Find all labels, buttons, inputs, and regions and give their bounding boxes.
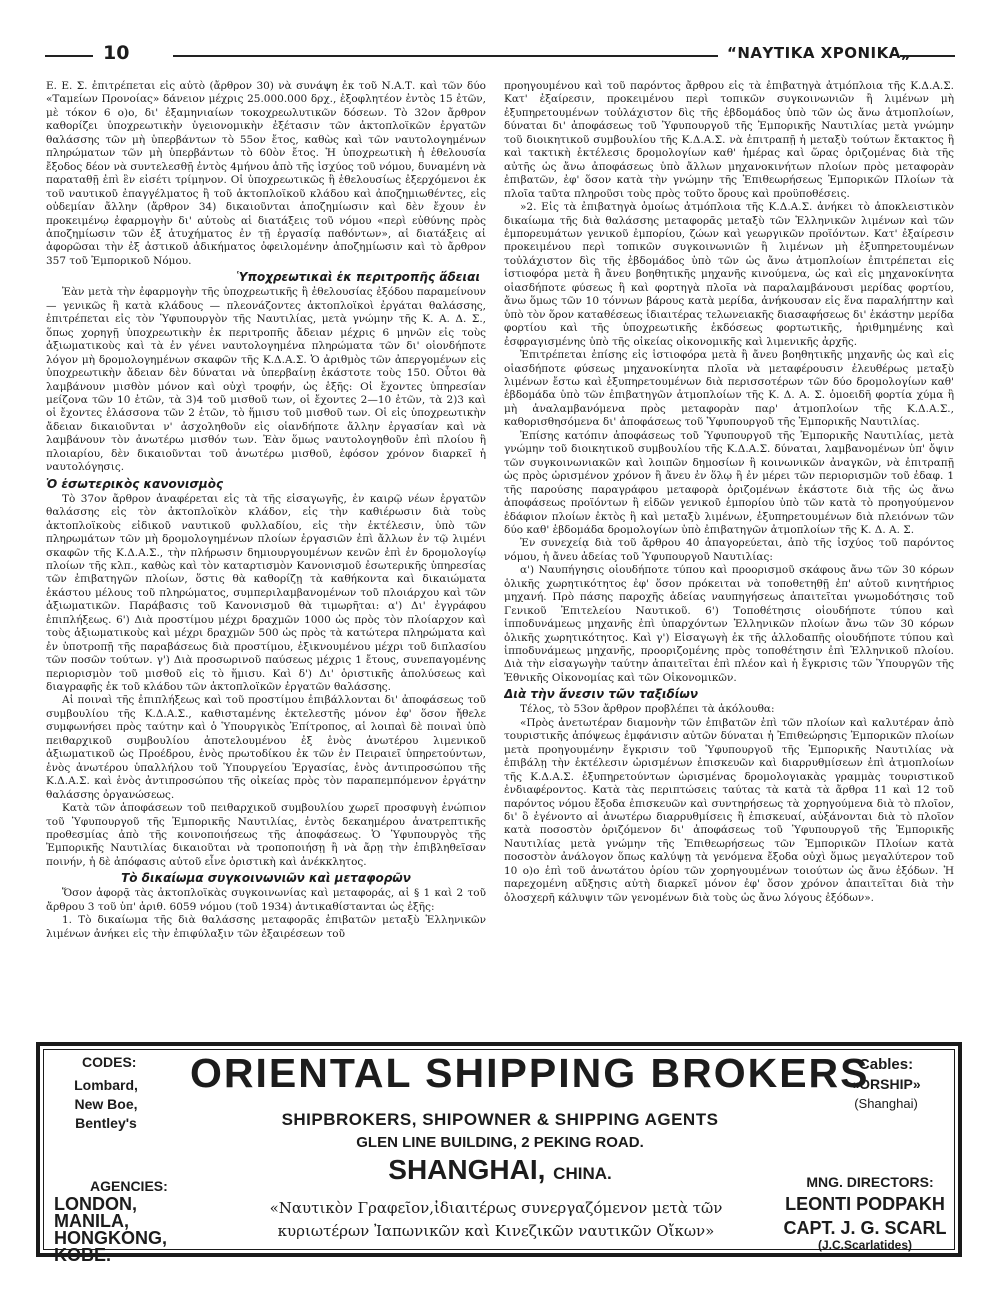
director-name: LEONTI PODPAKH — [785, 1194, 945, 1214]
agencies-heading: AGENCIES: — [90, 1178, 168, 1194]
agencies-list — [54, 1196, 167, 1264]
paragraph: Αἱ ποιναὶ τῆς ἐπιπλήξεως καὶ τοῦ προστίμου ἐπιβάλλονται δι' ἀποφάσεως τοῦ συμβουλίου τῆς Κ.Δ.Α.Σ., καθισταμένης ἐκτελεστῆς μόνον ἐφ' ὅσον ἤθελε συμφωνήσει πρὸς ταύτην καὶ ὁ Ὑπουργικὸς Ἐπίτροπος, αἱ λοιπαὶ δὲ ποιναὶ ὑπὸ πειθαρχικοῦ συμβουλίου ἀποτελουμένου ἐξ ἑνὸς ἀνωτέρου λιμενικοῦ ἀξιωματικοῦ ὡς Προέδρου, ἑνὸς πρωτοδίκου ἐκ τῶν ἐν Πειραιεῖ ὑπηρετούντων, ἑνὸς ἀνωτέρου ὑπαλλήλου τοῦ Ὑπουργείου Ἐργασίας, ἑνὸς ἀντιπροσώπου τῆς Κ.Δ.Α.Σ. καὶ ἑνὸς ἀντιπροσώπου τῆς οἰκείας πρὸς τὸν παραπεμπόμενον ἐργάτην θαλάσσης ὀργανώσεως. — [46, 694, 486, 801]
agency-entry: LONDON, — [54, 1194, 137, 1214]
company-city-line — [190, 1154, 810, 1186]
section-heading: Διὰ τὴν ἄνεσιν τῶν ταξιδίων — [504, 687, 699, 702]
code-entry: Bentley's — [75, 1115, 137, 1131]
section-heading: Ὑποχρεωτικαὶ ἐκ περιτροπῆς ἄδειαι — [236, 270, 480, 285]
paragraph: α') Ναυπήγησις οἱουδήποτε τύπου καὶ προορισμοῦ σκάφους ἄνω τῶν 30 κόρων ὁλικῆς χωρητικότητος ἐφ' ὅσον πρόκειται νὰ τοποθετηθῇ ἐπ' αὐτοῦ κινητήριος μηχανή. Πρὸ πάσης παροχῆς ἀδείας ναυπηγήσεως ἀπαιτεῖται γνωμοδότησις τοῦ Γενικοῦ Ἐπιτελείου Ναυτικοῦ. 6') Τοποθέτησις οἱουδήποτε τύπου καὶ ἱπποδυνάμεως μηχανῆς ἐπὶ ὑπαρχόντων Ἑλληνικῶν πλοίων ἄνω τῶν 30 κόρων ὁλικῆς χωρητικότητος. Καὶ γ') Εἰσαγωγὴ ἐκ τῆς ἀλλοδαπῆς οἱουδήποτε τύπου καὶ ἱπποδυνάμεως μηχανῆς, προοριζομένης πρὸς τοποθέτησιν ἐπὶ Ἑλληνικοῦ πλοίου. Διὰ τὴν εἰσαγωγὴν ταύτην ἀπαιτεῖται ἐπὶ πλέον καὶ ἡ ἔγκρισις τῶν Ὑπουργῶν τῆς Ἐθνικῆς Οἰκονομίας καὶ τῶν Οἰκονομικῶν. — [504, 564, 954, 684]
paragraph: προηγουμένου καὶ τοῦ παρόντος ἄρθρου εἰς τὰ ἐπιβατηγὰ ἀτμόπλοια τῆς Κ.Δ.Α.Σ. Κατ' ἐξαίρεσιν, προκειμένου περὶ τοπικῶν συγκοινωνιῶν ἢ λιμένων μὴ ἐξυπηρετουμένων τοὐλάχιστον δὶς τῆς ἑβδομάδος ὑπὸ τῶν ὡς ἄνω ἀτμοπλοίων, δύναται δι' ἀποφάσεως τοῦ Ὑφυπουργοῦ τῆς Ἐμπορικῆς Ναυτιλίας μετὰ γνώμην τοῦ διοικητικοῦ συμβουλίου τῆς Κ.Δ.Α.Σ. νὰ ἐπιτραπῇ ἡ μεταξὺ τούτων ἔκτακτος ἢ καὶ τακτικὴ ἐκτέλεσις δρομολογίων καθ' ἡμέρας καὶ ὥρας ὁριζομένας διὰ τῆς αὐτῆς ὡς ἄνω ἀποφάσεως ὑπὸ ἄλλων μηχανοκινήτων πλοίων πρὸς μεταφορὰν ἐπιβατῶν, ἐφ' ὅσον κατὰ τὴν γνώμην τῆς Ἐπιθεωρήσεως Ἐμπορικῶν Πλοίων τὰ πλοῖα ταῦτα πληροῦσι τοὺς πρὸς τοῦτο ὅρους καὶ προϋποθέσεις. — [504, 80, 954, 200]
cables-heading: Cables: — [858, 1056, 914, 1073]
directors-heading: MNG. DIRECTORS: — [806, 1174, 934, 1190]
paragraph: Ἐπιτρέπεται ἐπίσης εἰς ἱστιοφόρα μετὰ ἢ ἄνευ βοηθητικῆς μηχανῆς ὡς καὶ εἰς οἱασδήποτε φύσεως μηχανοκίνητα πλοῖα νὰ μεταφέρουσιν ἐλευθέρως μεταξὺ λιμένων ἔστω καὶ ἐξυπηρετουμένων διὰ περισσοτέρων τῶν δύο δρομολογίων καθ' ἑβδομάδα ὑπὸ τῶν ἐπιβατηγῶν ἀτμοπλοίων τῆς Κ. Δ. Α. Σ. ὁμοειδῆ φορτία χύμα ἢ μὴ ἀναλαμβανόμενα πρὸς μεταφορὰν παρ' ἀτμοπλοίων τῆς Κ.Δ.Α.Σ., καθορισθησόμενα δι' ἀποφάσεως τοῦ Ὑφυπουργοῦ τῆς Ἐμπορικῆς Ναυτιλίας. — [504, 349, 954, 429]
right-column — [504, 80, 954, 1038]
company-city: SHANGHAI, — [388, 1154, 546, 1185]
company-country: CHINA. — [553, 1164, 612, 1183]
company-services: SHIPBROKERS, SHIPOWNER & SHIPPING AGENTS — [281, 1110, 719, 1129]
cable-city: (Shanghai) — [854, 1096, 918, 1111]
agency-entry: HONGKONG, — [54, 1228, 168, 1248]
paragraph: 1. Τὸ δικαίωμα τῆς διὰ θαλάσσης μεταφορᾶς ἐπιβατῶν μεταξὺ Ἑλληνικῶν λιμένων ἀνήκει εἰς τὴν ἐπιφύλαξιν τῶν ἐξαιρέσεων τοῦ — [46, 914, 486, 940]
advertisement-box — [36, 1042, 962, 1265]
director-note: (J.C.Scarlatides) — [817, 1238, 913, 1252]
company-address: GLEN LINE BUILDING, 2 PEKING ROAD. — [356, 1134, 644, 1151]
paragraph: »2. Εἰς τὰ ἐπιβατηγὰ ὁμοίως ἀτμόπλοια τῆς Κ.Δ.Α.Σ. ἀνήκει τὸ ἀποκλειστικὸν δικαίωμα τῆς διὰ θαλάσσης μεταφορᾶς μεταξὺ τῶν Ἑλληνικῶν λιμένων καὶ τῶν ἐμπορευμάτων γενικοῦ ἐμπορίου, ζώων καὶ γεωργικῶν προϊόντων. Κατ' ἐξαίρεσιν προκειμένου περὶ τοπικῶν συγκοινωνιῶν ἢ λιμένων μὴ ἐξυπηρετουμένων τοὐλάχιστον δὶς τῆς ἑβδομάδος ὑπὸ τῶν ὡς ἄνω ἀτμοπλοίων ἐπιτρέπεται εἰς ἱστιοφόρα μετὰ ἢ ἄνευ βοηθητικῆς μηχανῆς κινούμενα, ὡς καὶ εἰς μηχανοκίνητα οἱασδήποτε φύσεως ἢ καὶ φορτηγὰ πλοῖα νὰ παραλαμβάνουσι μερίδας φορτίου, ἄνω ὅμως τῶν 10 τόννων βάρους κατὰ μερίδα, ἀνήκουσαν εἰς ἕνα παραλήπτην καὶ ὑπὸ τὸν ὅρον καταθέσεως ἰδιαιτέρας τελωνειακῆς διασαφήσεως δι' ἑκάστην μερίδα φορτίου καὶ τῆς ὑποχρεωτικῆς ἐκδόσεως φορτωτικῆς, ἠριθμημένης καὶ ἐσφραγισμένης ὑπὸ τῆς οἰκείας οἰκονομικῆς καὶ λιμενικῆς ἀρχῆς. — [504, 201, 954, 348]
header-rule — [900, 55, 955, 57]
paragraph: Ἐὰν μετὰ τὴν ἐφαρμογὴν τῆς ὑποχρεωτικῆς ἢ ἐθελουσίας ἐξόδου παραμείνουν — γενικῶς ἢ κατὰ κλάδους — πλεονάζοντες ἀκτοπλοϊκοὶ ἐργάται θαλάσσης, ἐπιτρέπεται εἰς τὸν Ὑφυπουργὸν τῆς Ναυτιλίας, μετὰ γνώμην τῆς Κ. Α. Δ. Σ., ὅπως χορηγῇ ὑποχρεωτικὴν ἐκ περιτροπῆς ἄδειαν μέχρις 6 μηνῶν εἰς τοὺς ἀξιωματικοὺς καὶ τὰ ἐν γένει ναυτολογημένα πληρώματα τῶν δι' οἱονδήποτε λόγον μὴ δρομολογημένων σκαφῶν τῆς Κ.Δ.Α.Σ. Ὁ ἀριθμὸς τῶν ἀπεργομένων εἰς ὑποχρεωτικὴν ἄδειαν δὲν δύναται νὰ ὑπερβαίνῃ ἑκάστοτε τοὺς 150. Οὗτοι θὰ λαμβάνουν μισθὸν μόνον καὶ οὐχὶ τροφήν, ὡς ἑξῆς: Οἱ ἔχοντες ὑπηρεσίαν μείζονα τῶν 10 ἐτῶν, τὰ 3)4 τοῦ μισθοῦ των, οἱ ἔχοντες 2—10 ἐτῶν, τὰ 2)3 καὶ οἱ ἔχοντες ἐλάσσονα τῶν 2 ἐτῶν, τὸ ἥμισυ τοῦ μισθοῦ των. Οἱ εἰς ὑποχρεωτικὴν ἄδειαν δικαιοῦνται ν' ἀσχοληθοῦν εἰς οἱανδήποτε ἄλλην ἐργασίαν καὶ νὰ λαμβάνουν τὸν ἀνωτέρω μισθόν των. Ἐὰν ὅμως ναυτολογηθοῦν ἐπὶ πλοίου ἢ πλοιαρίου, δὲν δικαιοῦνται τοῦ ἀνωτέρω μισθοῦ, ἐφόσον χρόνον διαρκεῖ ἡ ναυτολόγησις. — [46, 286, 486, 474]
left-column — [46, 80, 486, 1038]
section-heading: Ὁ ἐσωτερικὸς κανονισμὸς — [46, 476, 224, 491]
paragraph: Ἐπίσης κατόπιν ἀποφάσεως τοῦ Ὑφυπουργοῦ τῆς Ἐμπορικῆς Ναυτιλίας, μετὰ γνώμην τοῦ διοικητικοῦ συμβουλίου τῆς Κ.Δ.Α.Σ. δύναται, λαμβανομένων ὑπ' ὄψιν τῶν συγκοινωνιακῶν καὶ λοιπῶν δημοσίων ἢ κοινωνικῶν ἀναγκῶν, νὰ ἐπιτραπῇ ὡς πρὸς ὡρισμένον χρόνον ἢ ἄνευ ἐν ὅλῳ ἢ ἐν μέρει τῶν περιορισμῶν τοῦ ἐδαφ. 1 τῆς παρούσης παραγράφου μεταφορὰ ὁριζομένων ἑκάστοτε διὰ τῆς ὡς ἄνω ἀποφάσεως προϊόντων ἢ εἰδῶν γενικοῦ ἐμπορίου ὑπὸ τῶν κατὰ τὸ προηγούμενον ἐδάφιον πλοίων ἐκτὸς ἢ καὶ μεταξὺ λιμένων, ἐξυπηρετουμένων διὰ πλειόνων τῶν δύο καθ' ἑβδομάδα δρομολογίων ὑπὸ ἐπιβατηγῶν ἀτμοπλοίων τῆς Κ. Δ. Α. Σ. — [504, 429, 954, 536]
page-number: 10 — [103, 42, 130, 64]
director-name: CAPT. J. G. SCARL — [783, 1218, 947, 1238]
advertisement-tagline: «Ναυτικὸν Γραφεῖον,ἰδιαιτέρως συνεργαζόμενον μετὰ τῶν κυριωτέρων Ἰαπωνικῶν καὶ Κινεζικῶν ναυτικῶν Οἴκων» — [269, 1199, 723, 1240]
paragraph: Κατὰ τῶν ἀποφάσεων τοῦ πειθαρχικοῦ συμβουλίου χωρεῖ προσφυγὴ ἐνώπιον τοῦ Ὑφυπουργοῦ τῆς Ἐμπορικῆς Ναυτιλίας, ἐντὸς δεκαημέρου ἀνατρεπτικῆς προθεσμίας ἀπὸ τῆς κοινοποιήσεως τῆς ἀποφάσεως. Ὁ Ὑφυπουργὸς τῆς Ἐμπορικῆς Ναυτιλίας δικαιοῦται νὰ τροποποιήσῃ ἢ νὰ ἄρῃ τὴν ἐπιβληθεῖσαν ποινήν, ἡ δὲ ἀπόφασις αὐτοῦ εἶνε ὁριστικὴ καὶ ἀνέκκλητος. — [46, 802, 486, 868]
header-rule — [45, 55, 93, 57]
codes-heading: CODES: — [82, 1054, 137, 1070]
section-heading: Τὸ δικαίωμα συγκοινωνιῶν καὶ μεταφορῶν — [121, 871, 411, 886]
code-entry: New Boe, — [74, 1096, 138, 1112]
agency-entry: KOBE. — [54, 1245, 112, 1265]
cable-address: «ORSHIP» — [851, 1076, 921, 1092]
header-rule — [173, 55, 718, 57]
paragraph: Ε. Ε. Σ. ἐπιτρέπεται εἰς αὐτὸ (ἄρθρον 30) νὰ συνάψη ἐκ τοῦ Ν.Α.Τ. καὶ τῶν δύο «Ταμείων Προνοίας» δάνειον μέχρις 25.000.000 δρχ., ἐξοφλητέον ἐντὸς 15 ἐτῶν, μὲ τόκον 6 ο)ο, δι' ἐξαμηνιαίων τοκοχρεωλυτικῶν δόσεων. Τὸ 32ον ἄρθρον καθορίζει ὑποχρεωτικὴν ὑγειονομικὴν ἐξέτασιν τῶν ἀκτοπλοϊκῶν ἐργατῶν θαλάσσης τῶν μὴ ὑπερβάντων τὸ 55ον ἔτος, καθὼς καὶ τῶν ναυτολογημένων πληρώματων τῶν μὴ ὑπερβάντων τὸ 60ὸν ἔτος. Ἡ ὑποχρεωτικὴ ἡ ἐθελουσία ἔξοδος δέον νὰ συντελεσθῇ ἐντὸς 4μήνου ἀπὸ τῆς ἰσχύος τοῦ νόμου, δυναμένη νὰ παραταθῇ ἐπὶ ἓν εἰσέτι τρίμηνον. Οἱ ὑποχρεωτικῶς ἢ ἐθελουσίως ἐξερχόμενοι ἐκ τοῦ ναυτικοῦ ἐπαγγέλματος ἢ τοῦ ἀκτοπλοϊκοῦ κλάδου καὶ ἀποζημιωθέντες, εἰς οὐδεμίαν ἄλλην (ἄρθρον 34) δικαιοῦνται ἀποζημίωσιν καὶ δὲν ἔχουν ἐν προκειμένῳ ἐφαρμογὴν δι' αὐτοὺς αἱ διατάξεις τοῦ νόμου «περὶ εὐθύνης πρὸς ἀποζημίωσιν τῶν ἐξ ἀτυχήματος ἐν τῇ ἐργασίᾳ παθόντων», αἱ διατάξεις αἱ ἀφορῶσαι τὴν ἐξ ἀστικοῦ ἀδικήματος ὀφειλομένην ἀποζημίωσιν καὶ τὸ ἄρθρον 357 τοῦ Ἐμπορικοῦ Νόμου. — [46, 80, 486, 267]
paragraph: «Πρὸς ἀνετωτέραν διαμονὴν τῶν ἐπιβατῶν ἐπὶ τῶν πλοίων καὶ καλυτέραν ἀπὸ τουριστικῆς ἀπόψεως ἐμφάνισιν αὐτῶν δύναται ἡ Ἐπιθεώρησις Ἐμπορικῶν πλοίων μετὰ προηγουμένην ἔγκρισιν τοῦ Ὑφυπουργοῦ τῆς Ἐμπορικῆς Ναυτιλίας νὰ ἐπιβάλῃ τὴν ἐκτέλεσιν ὡρισμένων ἐπισκευῶν καὶ διαρρυθμίσεων ἐπὶ ἀτμοπλοίων τῆς Κ.Δ.Α.Σ. ἐξυπηρετούντων ὡρισμένας δρομολογιακὰς γραμμὰς τουριστικοῦ ἐνδιαφέροντος. Κατὰ τὰς περιπτώσεις ταύτας τὰ κατὰ τὰ ἄρθρα 11 καὶ 12 τοῦ παρόντος νόμου ἔξοδα ἐπισκευῶν καὶ συντηρήσεως τὰ χορηγούμενα διὰ τὸ πλοῖον, δι' ὃ ἐγένοντο αἱ ἀνωτέρω διαρρυθμίσεις ἢ ἐπισκευαί, αὐξάνονται διὰ τὸ πλοῖον κατὰ ποσοστὸν ὁριζόμενον δι' ἀποφάσεως τοῦ Ὑφυπουργοῦ τῆς Ἐμπορικῆς Ναυτιλίας μετὰ γνώμην τῆς Ἐπιθεωρήσεως τῶν Ἐμπορικῶν Πλοίων κατὰ ποσοστὸν ἀνάλογον ὅπως καλύψῃ τὰ γενόμενα ἔξοδα οὐχὶ ὅμως μεγαλύτερον τοῦ 10 ο)ο ἐπὶ τοῦ ἀνωτάτου ὁρίου τῶν χορηγουμένων τοιούτων ὡς ἄνω ἐξόδων. Ἡ παρεχομένη αὔξησις αὐτὴ διαρκεῖ μόνον ἐφ' ὅσον χρόνον ἀπαιτεῖται διὰ τὴν ὁλοσχερῆ κάλυψιν τῶν γενομένων διὰ τοὺς ὡς ἄνω λόγους ἐξόδων». — [504, 716, 954, 904]
paragraph: Τέλος, τὸ 53ον ἄρθρον προβλέπει τὰ ἀκόλουθα: — [520, 703, 775, 716]
page-header — [45, 42, 955, 70]
paragraph: Ἐν συνεχείᾳ διὰ τοῦ ἄρθρου 40 ἀπαγορεύεται, ἀπὸ τῆς ἰσχύος τοῦ παρόντος νόμου, ἡ ἄνευ ἀδείας τοῦ Ὑφυπουργοῦ Ναυτιλίας: — [504, 537, 954, 563]
journal-title: “ΝΑΥΤΙΚΑ ΧΡΟΝΙΚΑ„ — [727, 44, 912, 62]
company-name: ORIENTAL SHIPPING BROKERS — [190, 1050, 870, 1096]
paragraph: Τὸ 37ον ἄρθρον ἀναφέρεται εἰς τὰ τῆς εἰσαγωγῆς, ἐν καιρῷ νέων ἐργατῶν θαλάσσης εἰς τὸν ἀκτοπλοϊκὸν κλάδον, εἰς τὴν καθιέρωσιν διὰ τοὺς ἀκτοπλοϊκοὺς εἰδικοῦ ναυτικοῦ φυλλαδίου, εἰς τὴν ἐκτέλεσιν, ὑπὸ τῶν πληρωμάτων τῶν μὴ δρομολογημένων πλοίων ἐργασιῶν ἐπὶ ἄλλων ἐν τῷ λιμένι σκαφῶν τῆς Κ.Δ.Α.Σ., τὴν πλήρωσιν δημιουργουμένων κενῶν ἐπὶ ἐν δρομολογίῳ πλοίων τῆς κλπ., καθὼς καὶ τὸν καταρτισμὸν Κανονισμοῦ ἐσωτερικῆς ὑπηρεσίας τῶν ἐπιβατηγῶν πλοίων, ὅστις θὰ καθορίζῃ τὰ καθήκοντα καὶ δικαιώματα ἑκάστου μέλους τοῦ πληρώματος, συμπεριλαμβανομένων τοῦ πλοιάρχου καὶ τῶν ἀξιωματικῶν. Παράβασις τοῦ Κανονισμοῦ θὰ τιμωρῆται: α') Δι' ἐγγράφου ἐπιπλήξεως. 6') Διὰ προστίμου μέχρι δραχμῶν 1000 ὡς πρὸς τὸν πλοίαρχον καὶ τοὺς ἀξιωματικοὺς καὶ μέχρι δραχμῶν 500 ὡς πρὸς τὰ κατώτερα πληρώματα καὶ ἐν ὑποτροπῇ τῆς παραβάσεως διὰ προστίμου, ἐξικνουμένου μέχρι τοῦ διπλασίου τῶν ποσῶν τούτων. γ') Διὰ προσωρινοῦ παύσεως μέχρις 1 ἔτους, συνεπαγομένης περιορισμὸν τοῦ μισθοῦ εἰς τὸ ἥμισυ. Καὶ δ') Δι' ὁριστικῆς ἀπολύσεως καὶ διαγραφῆς ἐκ τοῦ κλάδου τῶν ἀκτοπλοϊκῶν ἐργατῶν θαλάσσης. — [46, 492, 486, 694]
agency-entry: MANILA, — [54, 1211, 129, 1231]
codes-list — [56, 1076, 156, 1133]
paragraph: Ὅσον ἀφορᾷ τὰς ἀκτοπλοϊκὰς συγκοινωνίας καὶ μεταφοράς, αἱ § 1 καὶ 2 τοῦ ἄρθρου 3 τοῦ ὑπ' ἀριθ. 6059 νόμου (τοῦ 1934) ἀντικαθίστανται ὡς ἑξῆς: — [46, 887, 486, 913]
code-entry: Lombard, — [74, 1077, 138, 1093]
